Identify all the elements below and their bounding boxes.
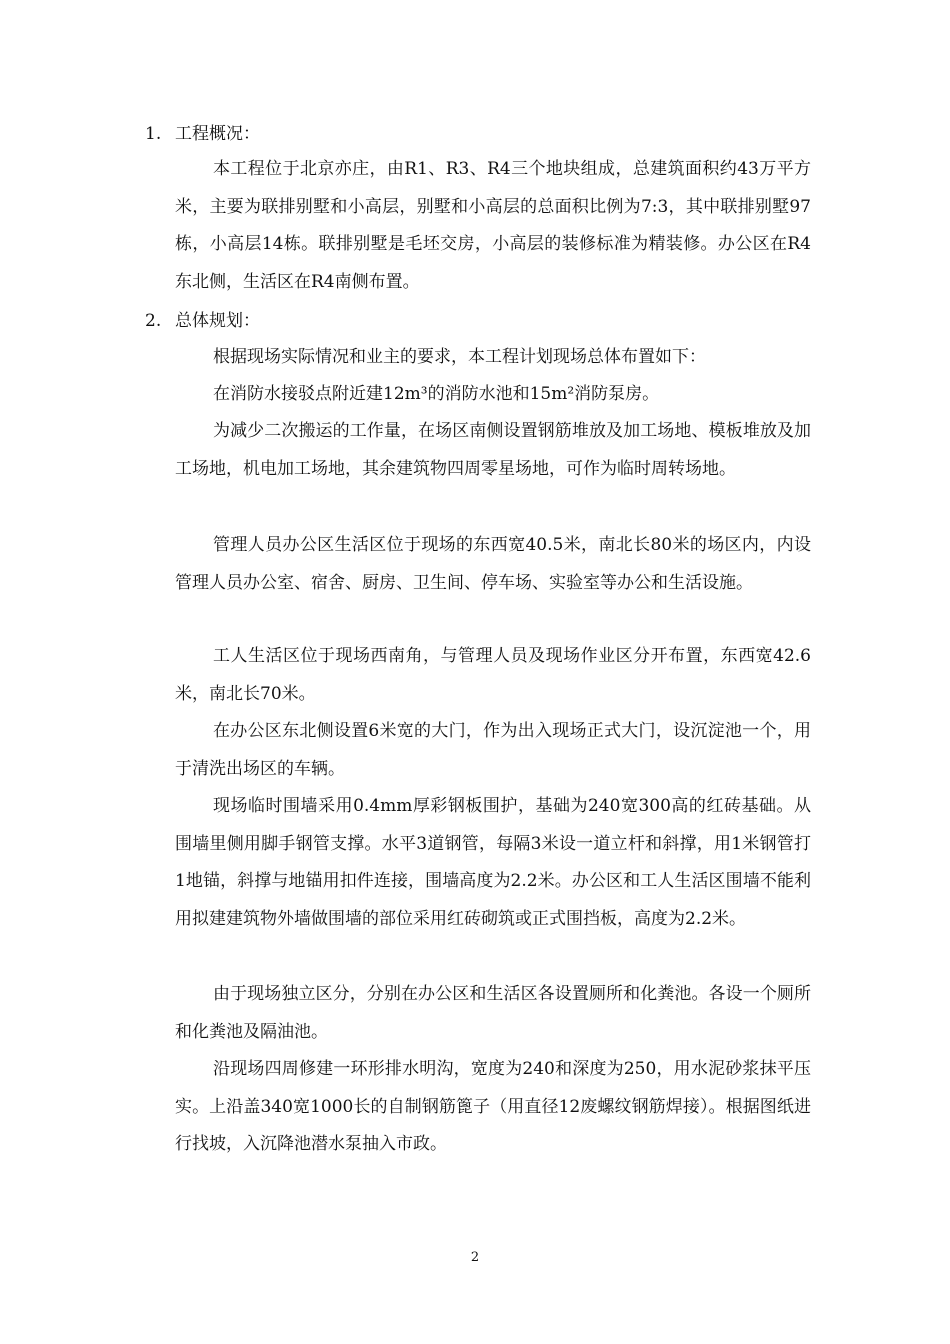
paragraph: 管理人员办公区生活区位于现场的东西宽40.5米，南北长80米的场区内，内设管理人员办公室、宿舍、厨房、卫生间、停车场、实验室等办公和生活设施。 [175,535,811,593]
paragraph: 在消防水接驳点附近建12m³的消防水池和15m²消防泵房。 [213,384,660,404]
paragraph: 为减少二次搬运的工作量，在场区南侧设置钢筋堆放及加工场地、模板堆放及加工场地，机电加工场地，其余建筑物四周零星场地，可作为临时周转场地。 [175,421,811,479]
paragraph: 由于现场独立区分，分别在办公区和生活区各设置厕所和化粪池。各设一个厕所和化粪池及隔油池。 [175,984,811,1042]
section-title: 工程概况： [175,124,260,144]
section-heading-1 [145,122,260,146]
paragraph: 本工程位于北京亦庄，由R1、R3、R4三个地块组成，总建筑面积约43万平方米，主要为联排别墅和小高层，别墅和小高层的总面积比例为7:3，其中联排别墅97栋，小高层14栋。联排别墅是毛坯交房，小高层的装修标准为精装修。办公区在R4东北侧，生活区在R4南侧布置。 [175,159,811,292]
page-number: 2 [470,1250,480,1265]
paragraph: 根据现场实际情况和业主的要求，本工程计划现场总体布置如下： [213,347,706,367]
paragraph: 工人生活区位于现场西南角，与管理人员及现场作业区分开布置，东西宽42.6米，南北长70米。 [175,646,811,704]
paragraph: 在办公区东北侧设置6米宽的大门，作为出入现场正式大门，设沉淀池一个，用于清洗出场区的车辆。 [175,721,811,779]
section-number: 2. [145,311,162,331]
paragraph: 现场临时围墙采用0.4mm厚彩钢板围护，基础为240宽300高的红砖基础。从围墙里侧用脚手钢管支撑。水平3道钢管，每隔3米设一道立杆和斜撑，用1米钢管打1地锚，斜撑与地锚用扣件连接，围墙高度为2.2米。办公区和工人生活区围墙不能利用拟建建筑物外墙做围墙的部位采用红砖砌筑或正式围挡板，高度为2.2米。 [175,796,811,929]
section-heading-2 [145,309,260,333]
paragraph: 沿现场四周修建一环形排水明沟，宽度为240和深度为250，用水泥砂浆抹平压实。上沿盖340宽1000长的自制钢筋篦子（用直径12废螺纹钢筋焊接）。根据图纸进行找坡，入沉降池潜水泵抽入市政。 [175,1059,811,1154]
section-title: 总体规划： [175,311,260,331]
section-number: 1. [145,124,162,144]
